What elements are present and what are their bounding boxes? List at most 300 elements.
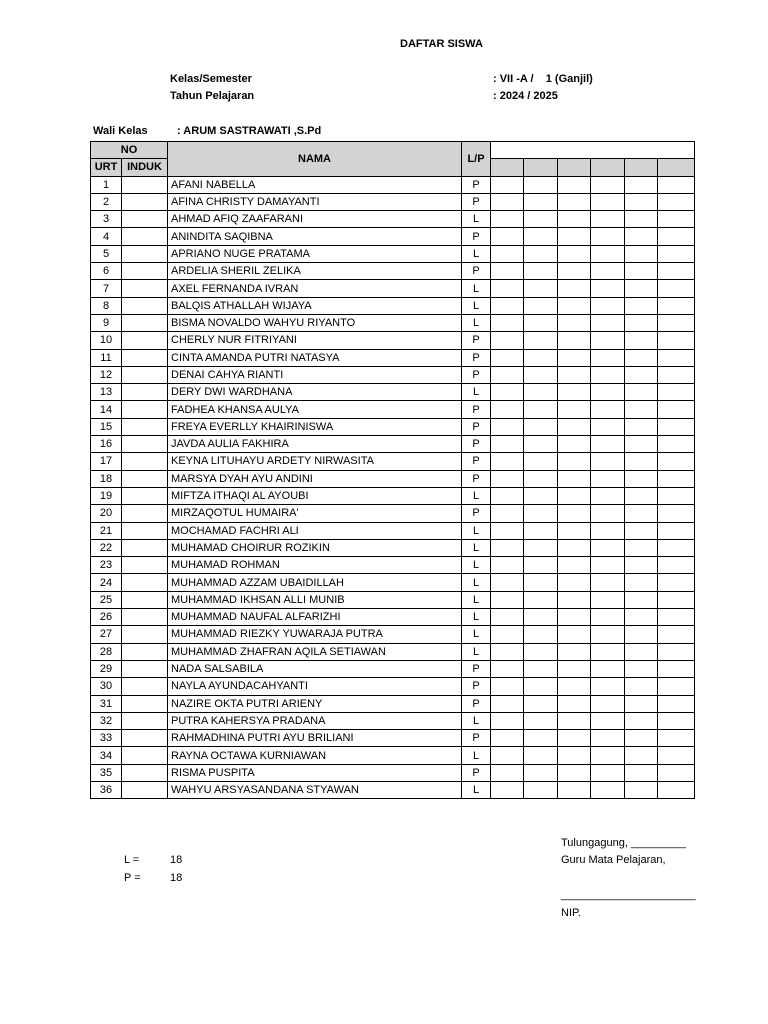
cell-urt: 11 (91, 349, 122, 366)
cell-blank (591, 626, 625, 643)
cell-blank (591, 453, 625, 470)
cell-urt: 18 (91, 470, 122, 487)
cell-nama: MUHAMAD CHOIRUR ROZIKIN (168, 539, 462, 556)
cell-induk (122, 539, 168, 556)
cell-blank (491, 522, 524, 539)
cell-lp: P (462, 678, 491, 695)
cell-blank (658, 384, 695, 401)
cell-induk (122, 747, 168, 764)
cell-blank (591, 522, 625, 539)
blank-col-header (625, 159, 658, 176)
cell-blank (491, 297, 524, 314)
signature-nip: NIP. (561, 907, 581, 919)
kelas-value: : VII -A / 1 (Ganjil) (493, 73, 593, 85)
cell-blank (558, 487, 591, 504)
cell-blank (658, 280, 695, 297)
col-induk-header: INDUK (122, 159, 168, 176)
cell-blank (625, 678, 658, 695)
table-row (91, 747, 695, 764)
table-row (91, 660, 695, 677)
cell-blank (558, 522, 591, 539)
cell-blank (658, 660, 695, 677)
cell-blank (591, 211, 625, 228)
cell-blank (558, 366, 591, 383)
col-nama-header: NAMA (168, 142, 462, 177)
cell-blank (625, 712, 658, 729)
cell-blank (524, 245, 558, 262)
cell-blank (591, 730, 625, 747)
cell-blank (591, 366, 625, 383)
cell-blank (558, 453, 591, 470)
cell-blank (491, 609, 524, 626)
cell-urt: 21 (91, 522, 122, 539)
cell-blank (491, 245, 524, 262)
blank-col-header (658, 159, 695, 176)
cell-nama: FADHEA KHANSA AULYA (168, 401, 462, 418)
table-row (91, 332, 695, 349)
cell-induk (122, 470, 168, 487)
cell-blank (625, 245, 658, 262)
cell-blank (658, 764, 695, 781)
cell-nama: RAYNA OCTAWA KURNIAWAN (168, 747, 462, 764)
table-row (91, 366, 695, 383)
cell-blank (625, 781, 658, 798)
table-row (91, 678, 695, 695)
cell-blank (524, 193, 558, 210)
cell-lp: P (462, 366, 491, 383)
cell-blank (491, 349, 524, 366)
table-header-row (91, 142, 695, 159)
cell-lp: P (462, 764, 491, 781)
cell-blank (658, 522, 695, 539)
cell-urt: 23 (91, 557, 122, 574)
cell-urt: 22 (91, 539, 122, 556)
cell-lp: P (462, 730, 491, 747)
cell-lp: P (462, 505, 491, 522)
cell-blank (524, 263, 558, 280)
cell-lp: P (462, 263, 491, 280)
cell-nama: RISMA PUSPITA (168, 764, 462, 781)
cell-lp: P (462, 176, 491, 193)
cell-lp: P (462, 193, 491, 210)
table-row (91, 384, 695, 401)
cell-induk (122, 366, 168, 383)
cell-blank (524, 764, 558, 781)
table-row (91, 522, 695, 539)
cell-induk (122, 401, 168, 418)
cell-blank (491, 487, 524, 504)
cell-blank (491, 401, 524, 418)
table-row (91, 228, 695, 245)
cell-blank (625, 332, 658, 349)
count-p-label: P = (124, 872, 141, 884)
cell-blank (524, 228, 558, 245)
signature-role: Guru Mata Pelajaran, (561, 854, 666, 866)
cell-nama: FREYA EVERLLY KHAIRINISWA (168, 418, 462, 435)
cell-blank (524, 297, 558, 314)
table-row (91, 695, 695, 712)
cell-blank (524, 332, 558, 349)
cell-blank (625, 418, 658, 435)
cell-blank (591, 712, 625, 729)
table-row (91, 643, 695, 660)
table-row (91, 574, 695, 591)
cell-induk (122, 730, 168, 747)
cell-nama: MUHAMMAD NAUFAL ALFARIZHI (168, 609, 462, 626)
cell-blank (491, 470, 524, 487)
cell-urt: 8 (91, 297, 122, 314)
cell-blank (658, 176, 695, 193)
cell-blank (558, 626, 591, 643)
cell-nama: MIRZAQOTUL HUMAIRA' (168, 505, 462, 522)
cell-blank (558, 314, 591, 331)
cell-blank (524, 660, 558, 677)
cell-lp: P (462, 695, 491, 712)
cell-blank (524, 609, 558, 626)
cell-induk (122, 314, 168, 331)
cell-blank (625, 193, 658, 210)
cell-blank (658, 505, 695, 522)
cell-blank (558, 349, 591, 366)
cell-lp: P (462, 228, 491, 245)
cell-blank (558, 609, 591, 626)
cell-blank (524, 384, 558, 401)
cell-blank (591, 678, 625, 695)
cell-blank (658, 487, 695, 504)
cell-lp: L (462, 626, 491, 643)
cell-blank (524, 591, 558, 608)
cell-blank (524, 781, 558, 798)
cell-lp: P (462, 453, 491, 470)
cell-blank (558, 591, 591, 608)
cell-lp: L (462, 384, 491, 401)
cell-blank (491, 591, 524, 608)
cell-induk (122, 660, 168, 677)
col-lp-header: L/P (462, 142, 491, 177)
cell-blank (658, 211, 695, 228)
cell-blank (658, 730, 695, 747)
cell-blank (524, 453, 558, 470)
table-row (91, 764, 695, 781)
cell-blank (658, 695, 695, 712)
cell-blank (558, 245, 591, 262)
tahun-label: Tahun Pelajaran (170, 90, 255, 102)
cell-blank (491, 730, 524, 747)
cell-nama: AHMAD AFIQ ZAAFARANI (168, 211, 462, 228)
cell-blank (625, 314, 658, 331)
cell-induk (122, 384, 168, 401)
table-row (91, 297, 695, 314)
cell-blank (658, 574, 695, 591)
cell-blank (658, 401, 695, 418)
cell-lp: L (462, 211, 491, 228)
cell-induk (122, 211, 168, 228)
table-row (91, 487, 695, 504)
cell-lp: P (462, 349, 491, 366)
cell-blank (558, 730, 591, 747)
cell-lp: L (462, 609, 491, 626)
table-row (91, 712, 695, 729)
cell-induk (122, 332, 168, 349)
cell-urt: 3 (91, 211, 122, 228)
cell-blank (658, 539, 695, 556)
blank-header (491, 142, 695, 159)
cell-urt: 2 (91, 193, 122, 210)
cell-urt: 32 (91, 712, 122, 729)
cell-blank (591, 245, 625, 262)
cell-blank (658, 436, 695, 453)
cell-blank (524, 436, 558, 453)
blank-col-header (558, 159, 591, 176)
cell-lp: L (462, 557, 491, 574)
cell-nama: CHERLY NUR FITRIYANI (168, 332, 462, 349)
cell-blank (591, 695, 625, 712)
table-row (91, 470, 695, 487)
cell-blank (591, 470, 625, 487)
cell-blank (491, 660, 524, 677)
cell-urt: 4 (91, 228, 122, 245)
signature-place-date: Tulungagung, _________ (561, 837, 686, 849)
wali-label: Wali Kelas (93, 125, 148, 137)
cell-blank (491, 781, 524, 798)
cell-urt: 12 (91, 366, 122, 383)
cell-blank (491, 747, 524, 764)
cell-blank (491, 176, 524, 193)
cell-blank (591, 349, 625, 366)
table-row (91, 176, 695, 193)
table-row (91, 280, 695, 297)
cell-blank (558, 436, 591, 453)
cell-blank (658, 263, 695, 280)
cell-nama: MUHAMMAD IKHSAN ALLI MUNIB (168, 591, 462, 608)
cell-blank (625, 176, 658, 193)
cell-induk (122, 764, 168, 781)
cell-urt: 19 (91, 487, 122, 504)
table-row (91, 436, 695, 453)
cell-blank (658, 245, 695, 262)
cell-nama: PUTRA KAHERSYA PRADANA (168, 712, 462, 729)
cell-blank (524, 418, 558, 435)
cell-induk (122, 228, 168, 245)
cell-blank (491, 678, 524, 695)
cell-blank (491, 332, 524, 349)
cell-nama: AXEL FERNANDA IVRAN (168, 280, 462, 297)
cell-blank (625, 695, 658, 712)
cell-urt: 29 (91, 660, 122, 677)
cell-urt: 15 (91, 418, 122, 435)
cell-blank (524, 280, 558, 297)
cell-induk (122, 505, 168, 522)
cell-blank (558, 332, 591, 349)
cell-blank (558, 384, 591, 401)
cell-blank (625, 557, 658, 574)
cell-blank (591, 539, 625, 556)
cell-blank (625, 263, 658, 280)
cell-blank (658, 349, 695, 366)
cell-blank (491, 574, 524, 591)
cell-blank (558, 781, 591, 798)
cell-blank (491, 280, 524, 297)
cell-nama: MUHAMAD ROHMAN (168, 557, 462, 574)
cell-blank (658, 557, 695, 574)
cell-blank (591, 747, 625, 764)
cell-blank (491, 211, 524, 228)
table-row (91, 211, 695, 228)
cell-induk (122, 574, 168, 591)
cell-blank (491, 314, 524, 331)
cell-blank (558, 176, 591, 193)
cell-blank (524, 366, 558, 383)
cell-nama: NADA SALSABILA (168, 660, 462, 677)
cell-blank (658, 366, 695, 383)
cell-blank (524, 539, 558, 556)
cell-blank (658, 678, 695, 695)
cell-blank (591, 557, 625, 574)
cell-blank (591, 332, 625, 349)
cell-blank (491, 539, 524, 556)
cell-urt: 33 (91, 730, 122, 747)
cell-blank (558, 418, 591, 435)
cell-induk (122, 263, 168, 280)
tahun-value: : 2024 / 2025 (493, 90, 558, 102)
cell-lp: L (462, 245, 491, 262)
cell-blank (591, 418, 625, 435)
cell-blank (558, 401, 591, 418)
cell-blank (558, 557, 591, 574)
cell-induk (122, 678, 168, 695)
cell-blank (625, 591, 658, 608)
cell-blank (625, 487, 658, 504)
cell-blank (591, 176, 625, 193)
cell-blank (625, 747, 658, 764)
cell-lp: L (462, 280, 491, 297)
cell-nama: KEYNA LITUHAYU ARDETY NIRWASITA (168, 453, 462, 470)
cell-blank (591, 401, 625, 418)
cell-blank (524, 349, 558, 366)
cell-blank (491, 505, 524, 522)
cell-blank (658, 781, 695, 798)
cell-urt: 16 (91, 436, 122, 453)
cell-blank (625, 574, 658, 591)
cell-blank (558, 695, 591, 712)
cell-induk (122, 591, 168, 608)
table-body (91, 176, 695, 799)
cell-urt: 27 (91, 626, 122, 643)
table-row (91, 245, 695, 262)
cell-urt: 10 (91, 332, 122, 349)
cell-blank (658, 228, 695, 245)
cell-blank (658, 747, 695, 764)
blank-col-header (591, 159, 625, 176)
cell-blank (491, 557, 524, 574)
table-row (91, 591, 695, 608)
col-no-header: NO (91, 142, 168, 159)
cell-blank (591, 436, 625, 453)
cell-induk (122, 297, 168, 314)
cell-urt: 36 (91, 781, 122, 798)
cell-blank (591, 193, 625, 210)
cell-induk (122, 349, 168, 366)
cell-induk (122, 418, 168, 435)
cell-blank (558, 764, 591, 781)
cell-nama: JAVDA AULIA FAKHIRA (168, 436, 462, 453)
cell-induk (122, 557, 168, 574)
cell-nama: BALQIS ATHALLAH WIJAYA (168, 297, 462, 314)
cell-blank (658, 470, 695, 487)
cell-blank (524, 401, 558, 418)
cell-blank (524, 747, 558, 764)
cell-blank (625, 401, 658, 418)
cell-blank (658, 626, 695, 643)
cell-blank (558, 660, 591, 677)
cell-blank (558, 470, 591, 487)
table-row (91, 557, 695, 574)
cell-induk (122, 280, 168, 297)
cell-blank (591, 609, 625, 626)
blank-col-header (491, 159, 524, 176)
cell-blank (625, 297, 658, 314)
cell-nama: MIFTZA ITHAQI AL AYOUBI (168, 487, 462, 504)
cell-lp: L (462, 539, 491, 556)
cell-nama: WAHYU ARSYASANDANA STYAWAN (168, 781, 462, 798)
cell-induk (122, 176, 168, 193)
cell-blank (558, 211, 591, 228)
cell-blank (625, 384, 658, 401)
cell-blank (625, 643, 658, 660)
cell-blank (558, 297, 591, 314)
cell-blank (524, 505, 558, 522)
cell-urt: 1 (91, 176, 122, 193)
cell-lp: L (462, 712, 491, 729)
cell-blank (658, 591, 695, 608)
cell-lp: L (462, 297, 491, 314)
cell-blank (558, 678, 591, 695)
cell-blank (591, 228, 625, 245)
cell-blank (591, 781, 625, 798)
cell-nama: MUHAMMAD AZZAM UBAIDILLAH (168, 574, 462, 591)
table-row (91, 453, 695, 470)
cell-blank (625, 764, 658, 781)
cell-blank (591, 263, 625, 280)
cell-blank (491, 643, 524, 660)
cell-blank (491, 695, 524, 712)
cell-blank (558, 280, 591, 297)
cell-blank (491, 436, 524, 453)
cell-blank (625, 436, 658, 453)
cell-blank (625, 660, 658, 677)
cell-blank (491, 453, 524, 470)
cell-nama: CINTA AMANDA PUTRI NATASYA (168, 349, 462, 366)
cell-induk (122, 487, 168, 504)
cell-blank (491, 193, 524, 210)
cell-lp: P (462, 401, 491, 418)
cell-induk (122, 245, 168, 262)
cell-blank (491, 228, 524, 245)
cell-lp: L (462, 781, 491, 798)
cell-blank (524, 487, 558, 504)
cell-urt: 26 (91, 609, 122, 626)
cell-blank (558, 263, 591, 280)
cell-blank (558, 539, 591, 556)
cell-blank (558, 228, 591, 245)
cell-blank (491, 764, 524, 781)
cell-blank (524, 730, 558, 747)
cell-blank (524, 695, 558, 712)
cell-nama: NAYLA AYUNDACAHYANTI (168, 678, 462, 695)
cell-blank (524, 314, 558, 331)
col-urt-header: URT (91, 159, 122, 176)
blank-col-header (524, 159, 558, 176)
